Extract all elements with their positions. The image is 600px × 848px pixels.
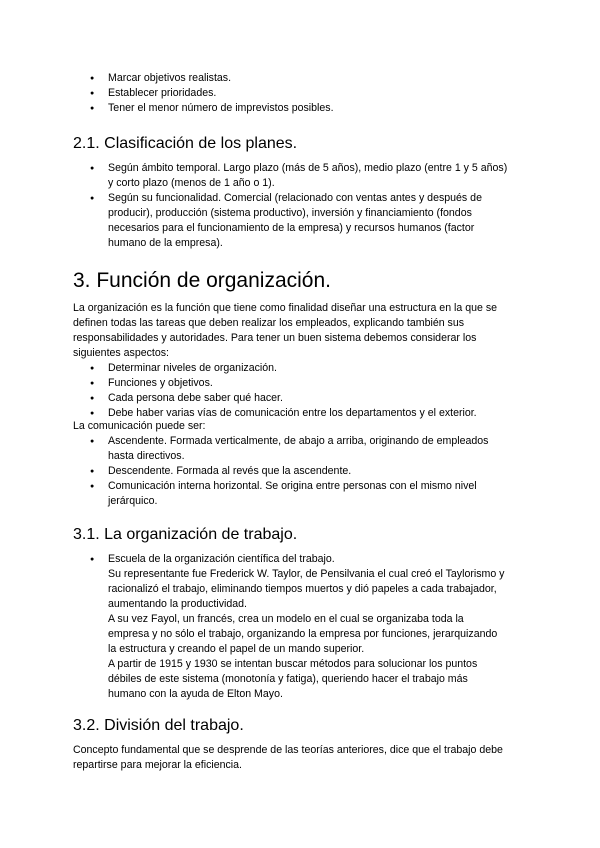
paragraph-line: La organización es la función que tiene como finalidad diseñar una estructura en la que se (73, 302, 498, 314)
list-item: ● Establecer prioridades. (108, 86, 334, 101)
list-item-line: Ascendente. Formada verticalmente, de abajo a arriba, originando de empleados (108, 435, 489, 447)
list-item-line: débiles de este sistema (monotonía y fatiga), queriendo hacer el trabajo más (108, 673, 468, 685)
list-item: ● Marcar objetivos realistas. (108, 71, 334, 86)
list-item-line: Descendente. Formada al revés que la ascendente. (108, 465, 352, 477)
list-item-line: racionalizó el trabajo, eliminando tiempos muertos y dió papeles a cada trabajador, (108, 583, 497, 595)
paragraph-line: responsabilidades y autoridades. Para tener un buen sistema debemos considerar los (73, 332, 477, 344)
list-item-line: Su representante fue Frederick W. Taylor, de Pensilvania el cual creó el Taylorismo y (108, 568, 505, 580)
list-item-line: necesarios para el funcionamiento de la empresa) y recursos humanos (factor (108, 222, 475, 234)
organization-paragraph (73, 301, 497, 361)
plan-classification-list (108, 161, 507, 251)
paragraph-line: siguientes aspectos: (73, 347, 169, 359)
list-item-line: Según su funcionalidad. Comercial (relacionado con ventas antes y después de (108, 192, 482, 204)
list-item (108, 434, 488, 464)
list-item-line: Comunicación interna horizontal. Se origina entre personas con el mismo nivel (108, 480, 477, 492)
section-heading-2-1: 2.1. Clasificación de los planes. (73, 135, 298, 152)
list-item: ● Tener el menor número de imprevistos posibles. (108, 101, 334, 116)
section-heading-3: 3. Función de organización. (73, 269, 331, 292)
list-item-line: Según ámbito temporal. Largo plazo (más de 5 años), medio plazo (entre 1 y 5 años) (108, 162, 508, 174)
list-item-line: y corto plazo (menos de 1 año o 1). (108, 177, 275, 189)
list-item: ● Cada persona debe saber qué hacer. (108, 391, 477, 406)
list-item-line: A partir de 1915 y 1930 se intentan buscar métodos para solucionar los puntos (108, 658, 478, 670)
list-item-line: aumentando la productividad. (108, 598, 247, 610)
list-item-line: Escuela de la organización científica del trabajo. (108, 553, 335, 565)
section-heading-3-2: 3.2. División del trabajo. (73, 717, 244, 734)
intro-bullet-list (108, 71, 334, 116)
list-item (108, 479, 488, 509)
list-item-line: jerárquico. (108, 495, 158, 507)
list-item (108, 552, 504, 702)
list-item: ● Determinar niveles de organización. (108, 361, 477, 376)
list-item-line: la estructura y creando el papel de un mando superior. (108, 643, 365, 655)
organization-aspects-list (108, 361, 477, 421)
list-item: ● Funciones y objetivos. (108, 376, 477, 391)
list-item (108, 464, 488, 479)
paragraph-line: Concepto fundamental que se desprende de las teorías anteriores, dice que el trabajo debe (73, 744, 503, 756)
communication-intro: La comunicación puede ser: (73, 420, 206, 432)
list-item-line: humano con la ayuda de Elton Mayo. (108, 688, 283, 700)
work-organization-list (108, 552, 504, 702)
list-item-line: A su vez Fayol, un francés, crea un modelo en el cual se organizaba toda la (108, 613, 464, 625)
list-item-line: hasta directivos. (108, 450, 185, 462)
list-item (108, 191, 507, 251)
division-paragraph (73, 743, 503, 773)
list-item: ● Debe haber varias vías de comunicación entre los departamentos y el exterior. (108, 406, 477, 421)
list-item-line: producir), producción (sistema productivo), inversión y financiamiento (fondos (108, 207, 472, 219)
section-heading-3-1: 3.1. La organización de trabajo. (73, 526, 298, 543)
list-item-line: empresa y no sólo el trabajo, organizando la empresa por funciones, jerarquizando (108, 628, 498, 640)
communication-types-list (108, 434, 488, 509)
list-item (108, 161, 507, 191)
paragraph-line: repartirse para mejorar la eficiencia. (73, 759, 242, 771)
paragraph-line: definen todas las tareas que deben realizar los empleados, explicando también sus (73, 317, 465, 329)
list-item-line: humano de la empresa). (108, 237, 223, 249)
